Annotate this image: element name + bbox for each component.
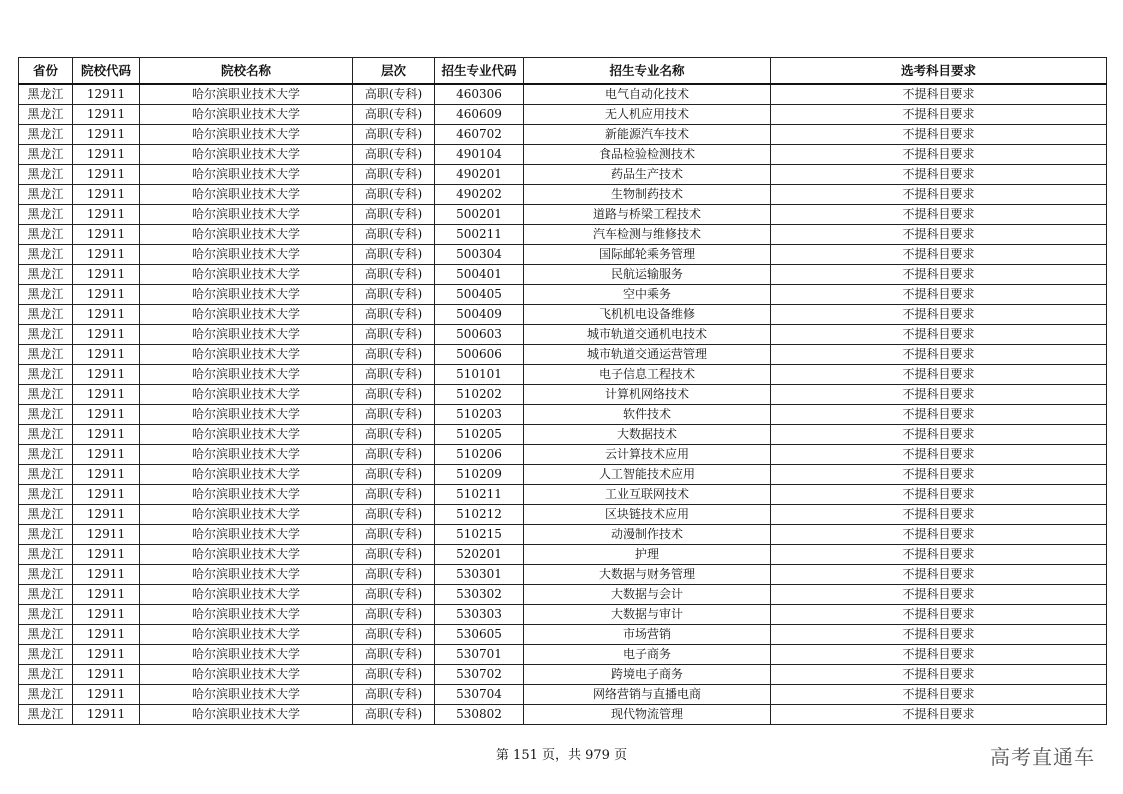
table-row	[19, 305, 1107, 325]
cell-level: 高职(专科)	[353, 505, 435, 525]
table-row	[19, 125, 1107, 145]
table-row	[19, 625, 1107, 645]
table-row	[19, 145, 1107, 165]
cell-level: 高职(专科)	[353, 365, 435, 385]
cell-school-name: 哈尔滨职业技术大学	[140, 505, 353, 525]
cell-school-code: 12911	[73, 705, 140, 725]
cell-major-name: 道路与桥梁工程技术	[524, 205, 771, 225]
cell-level: 高职(专科)	[353, 525, 435, 545]
cell-level: 高职(专科)	[353, 465, 435, 485]
cell-subject-requirement: 不提科目要求	[771, 565, 1107, 585]
cell-major-name: 空中乘务	[524, 285, 771, 305]
table-row	[19, 485, 1107, 505]
cell-major-code: 530704	[435, 685, 524, 705]
cell-major-code: 530802	[435, 705, 524, 725]
cell-subject-requirement: 不提科目要求	[771, 585, 1107, 605]
cell-school-code: 12911	[73, 225, 140, 245]
cell-subject-requirement: 不提科目要求	[771, 425, 1107, 445]
table-row	[19, 225, 1107, 245]
cell-school-code: 12911	[73, 84, 140, 105]
cell-province: 黑龙江	[19, 265, 73, 285]
cell-school-name: 哈尔滨职业技术大学	[140, 645, 353, 665]
table-row	[19, 605, 1107, 625]
cell-level: 高职(专科)	[353, 645, 435, 665]
cell-subject-requirement: 不提科目要求	[771, 365, 1107, 385]
cell-major-code: 500405	[435, 285, 524, 305]
cell-major-name: 云计算技术应用	[524, 445, 771, 465]
table-row	[19, 105, 1107, 125]
cell-major-code: 490202	[435, 185, 524, 205]
cell-level: 高职(专科)	[353, 285, 435, 305]
cell-major-name: 软件技术	[524, 405, 771, 425]
cell-major-code: 510202	[435, 385, 524, 405]
cell-school-code: 12911	[73, 305, 140, 325]
cell-major-code: 510211	[435, 485, 524, 505]
cell-subject-requirement: 不提科目要求	[771, 225, 1107, 245]
cell-level: 高职(专科)	[353, 105, 435, 125]
cell-major-name: 跨境电子商务	[524, 665, 771, 685]
cell-level: 高职(专科)	[353, 345, 435, 365]
table-row	[19, 405, 1107, 425]
cell-school-code: 12911	[73, 425, 140, 445]
cell-province: 黑龙江	[19, 445, 73, 465]
cell-school-name: 哈尔滨职业技术大学	[140, 245, 353, 265]
cell-subject-requirement: 不提科目要求	[771, 245, 1107, 265]
cell-school-name: 哈尔滨职业技术大学	[140, 545, 353, 565]
cell-school-code: 12911	[73, 265, 140, 285]
cell-province: 黑龙江	[19, 185, 73, 205]
header-province: 省份	[19, 58, 73, 85]
cell-major-name: 大数据与会计	[524, 585, 771, 605]
cell-subject-requirement: 不提科目要求	[771, 325, 1107, 345]
cell-province: 黑龙江	[19, 485, 73, 505]
cell-major-name: 药品生产技术	[524, 165, 771, 185]
cell-school-code: 12911	[73, 625, 140, 645]
cell-subject-requirement: 不提科目要求	[771, 505, 1107, 525]
cell-subject-requirement: 不提科目要求	[771, 705, 1107, 725]
cell-major-code: 500201	[435, 205, 524, 225]
table-row	[19, 565, 1107, 585]
cell-province: 黑龙江	[19, 705, 73, 725]
table-row	[19, 165, 1107, 185]
table-body	[19, 84, 1107, 725]
cell-major-name: 大数据与审计	[524, 605, 771, 625]
cell-major-code: 500304	[435, 245, 524, 265]
cell-school-code: 12911	[73, 405, 140, 425]
cell-subject-requirement: 不提科目要求	[771, 485, 1107, 505]
cell-province: 黑龙江	[19, 425, 73, 445]
table-row	[19, 245, 1107, 265]
cell-level: 高职(专科)	[353, 84, 435, 105]
cell-province: 黑龙江	[19, 405, 73, 425]
cell-subject-requirement: 不提科目要求	[771, 165, 1107, 185]
cell-province: 黑龙江	[19, 225, 73, 245]
cell-level: 高职(专科)	[353, 405, 435, 425]
cell-major-name: 市场营销	[524, 625, 771, 645]
cell-major-code: 520201	[435, 545, 524, 565]
cell-subject-requirement: 不提科目要求	[771, 625, 1107, 645]
cell-major-name: 汽车检测与维修技术	[524, 225, 771, 245]
cell-school-name: 哈尔滨职业技术大学	[140, 565, 353, 585]
cell-province: 黑龙江	[19, 585, 73, 605]
cell-major-code: 510203	[435, 405, 524, 425]
cell-major-code: 530302	[435, 585, 524, 605]
table-header-row	[19, 58, 1107, 85]
cell-province: 黑龙江	[19, 84, 73, 105]
cell-school-code: 12911	[73, 465, 140, 485]
cell-school-name: 哈尔滨职业技术大学	[140, 225, 353, 245]
cell-subject-requirement: 不提科目要求	[771, 305, 1107, 325]
header-subject-requirement: 选考科目要求	[771, 58, 1107, 85]
cell-school-code: 12911	[73, 485, 140, 505]
table-row	[19, 265, 1107, 285]
cell-school-name: 哈尔滨职业技术大学	[140, 165, 353, 185]
header-school-code: 院校代码	[73, 58, 140, 85]
cell-major-code: 510212	[435, 505, 524, 525]
cell-province: 黑龙江	[19, 365, 73, 385]
cell-school-name: 哈尔滨职业技术大学	[140, 305, 353, 325]
cell-school-code: 12911	[73, 105, 140, 125]
cell-major-name: 城市轨道交通运营管理	[524, 345, 771, 365]
cell-province: 黑龙江	[19, 205, 73, 225]
cell-school-name: 哈尔滨职业技术大学	[140, 705, 353, 725]
cell-major-code: 500409	[435, 305, 524, 325]
cell-major-code: 490201	[435, 165, 524, 185]
cell-subject-requirement: 不提科目要求	[771, 105, 1107, 125]
cell-school-name: 哈尔滨职业技术大学	[140, 205, 353, 225]
cell-school-code: 12911	[73, 125, 140, 145]
cell-major-name: 人工智能技术应用	[524, 465, 771, 485]
cell-school-name: 哈尔滨职业技术大学	[140, 605, 353, 625]
cell-school-code: 12911	[73, 605, 140, 625]
cell-school-code: 12911	[73, 445, 140, 465]
cell-province: 黑龙江	[19, 105, 73, 125]
table-row	[19, 465, 1107, 485]
cell-major-name: 护理	[524, 545, 771, 565]
cell-major-code: 510206	[435, 445, 524, 465]
cell-major-name: 动漫制作技术	[524, 525, 771, 545]
cell-major-code: 510205	[435, 425, 524, 445]
table-row	[19, 505, 1107, 525]
cell-major-code: 500401	[435, 265, 524, 285]
cell-school-name: 哈尔滨职业技术大学	[140, 425, 353, 445]
cell-level: 高职(专科)	[353, 325, 435, 345]
cell-level: 高职(专科)	[353, 185, 435, 205]
cell-school-name: 哈尔滨职业技术大学	[140, 185, 353, 205]
cell-school-code: 12911	[73, 185, 140, 205]
cell-school-name: 哈尔滨职业技术大学	[140, 405, 353, 425]
cell-school-name: 哈尔滨职业技术大学	[140, 685, 353, 705]
cell-major-code: 530605	[435, 625, 524, 645]
cell-level: 高职(专科)	[353, 685, 435, 705]
cell-level: 高职(专科)	[353, 305, 435, 325]
cell-school-name: 哈尔滨职业技术大学	[140, 365, 353, 385]
cell-school-code: 12911	[73, 345, 140, 365]
cell-school-code: 12911	[73, 545, 140, 565]
table-row	[19, 585, 1107, 605]
cell-school-name: 哈尔滨职业技术大学	[140, 485, 353, 505]
cell-major-code: 490104	[435, 145, 524, 165]
cell-province: 黑龙江	[19, 465, 73, 485]
cell-subject-requirement: 不提科目要求	[771, 525, 1107, 545]
cell-province: 黑龙江	[19, 605, 73, 625]
cell-major-name: 电子商务	[524, 645, 771, 665]
cell-province: 黑龙江	[19, 625, 73, 645]
cell-major-name: 国际邮轮乘务管理	[524, 245, 771, 265]
cell-level: 高职(专科)	[353, 265, 435, 285]
cell-subject-requirement: 不提科目要求	[771, 205, 1107, 225]
table-row	[19, 545, 1107, 565]
cell-subject-requirement: 不提科目要求	[771, 145, 1107, 165]
table-row	[19, 385, 1107, 405]
cell-province: 黑龙江	[19, 305, 73, 325]
cell-school-name: 哈尔滨职业技术大学	[140, 465, 353, 485]
cell-school-code: 12911	[73, 365, 140, 385]
table-row	[19, 345, 1107, 365]
cell-major-code: 460702	[435, 125, 524, 145]
cell-level: 高职(专科)	[353, 425, 435, 445]
cell-province: 黑龙江	[19, 285, 73, 305]
cell-major-name: 城市轨道交通机电技术	[524, 325, 771, 345]
cell-major-code: 460609	[435, 105, 524, 125]
cell-province: 黑龙江	[19, 325, 73, 345]
cell-level: 高职(专科)	[353, 585, 435, 605]
cell-school-name: 哈尔滨职业技术大学	[140, 285, 353, 305]
cell-subject-requirement: 不提科目要求	[771, 385, 1107, 405]
table-row	[19, 205, 1107, 225]
header-major-code: 招生专业代码	[435, 58, 524, 85]
cell-province: 黑龙江	[19, 385, 73, 405]
cell-level: 高职(专科)	[353, 205, 435, 225]
cell-major-code: 510215	[435, 525, 524, 545]
cell-province: 黑龙江	[19, 245, 73, 265]
cell-level: 高职(专科)	[353, 225, 435, 245]
cell-subject-requirement: 不提科目要求	[771, 84, 1107, 105]
cell-major-code: 500211	[435, 225, 524, 245]
table-row	[19, 705, 1107, 725]
cell-school-name: 哈尔滨职业技术大学	[140, 105, 353, 125]
cell-level: 高职(专科)	[353, 445, 435, 465]
cell-school-code: 12911	[73, 325, 140, 345]
cell-major-name: 电气自动化技术	[524, 84, 771, 105]
cell-province: 黑龙江	[19, 125, 73, 145]
cell-school-code: 12911	[73, 205, 140, 225]
cell-province: 黑龙江	[19, 665, 73, 685]
watermark-text: 高考直通车	[990, 745, 1095, 769]
table-row	[19, 84, 1107, 105]
cell-school-code: 12911	[73, 245, 140, 265]
cell-province: 黑龙江	[19, 345, 73, 365]
cell-school-code: 12911	[73, 565, 140, 585]
table-row	[19, 185, 1107, 205]
cell-subject-requirement: 不提科目要求	[771, 685, 1107, 705]
header-school-name: 院校名称	[140, 58, 353, 85]
cell-level: 高职(专科)	[353, 245, 435, 265]
cell-school-code: 12911	[73, 165, 140, 185]
admissions-table	[18, 57, 1107, 725]
cell-level: 高职(专科)	[353, 485, 435, 505]
cell-major-name: 飞机机电设备维修	[524, 305, 771, 325]
cell-school-name: 哈尔滨职业技术大学	[140, 585, 353, 605]
header-level: 层次	[353, 58, 435, 85]
cell-major-name: 电子信息工程技术	[524, 365, 771, 385]
cell-school-code: 12911	[73, 685, 140, 705]
cell-major-code: 530301	[435, 565, 524, 585]
cell-major-name: 工业互联网技术	[524, 485, 771, 505]
cell-school-name: 哈尔滨职业技术大学	[140, 445, 353, 465]
cell-province: 黑龙江	[19, 685, 73, 705]
cell-school-name: 哈尔滨职业技术大学	[140, 265, 353, 285]
table-row	[19, 365, 1107, 385]
cell-subject-requirement: 不提科目要求	[771, 665, 1107, 685]
cell-school-name: 哈尔滨职业技术大学	[140, 345, 353, 365]
cell-level: 高职(专科)	[353, 145, 435, 165]
cell-subject-requirement: 不提科目要求	[771, 605, 1107, 625]
cell-level: 高职(专科)	[353, 705, 435, 725]
cell-school-name: 哈尔滨职业技术大学	[140, 84, 353, 105]
cell-school-code: 12911	[73, 285, 140, 305]
table-row	[19, 325, 1107, 345]
cell-level: 高职(专科)	[353, 385, 435, 405]
cell-school-name: 哈尔滨职业技术大学	[140, 625, 353, 645]
cell-major-code: 500606	[435, 345, 524, 365]
cell-subject-requirement: 不提科目要求	[771, 285, 1107, 305]
cell-level: 高职(专科)	[353, 165, 435, 185]
cell-subject-requirement: 不提科目要求	[771, 185, 1107, 205]
cell-subject-requirement: 不提科目要求	[771, 345, 1107, 365]
table-row	[19, 525, 1107, 545]
cell-subject-requirement: 不提科目要求	[771, 645, 1107, 665]
header-major-name: 招生专业名称	[524, 58, 771, 85]
cell-subject-requirement: 不提科目要求	[771, 445, 1107, 465]
table-row	[19, 665, 1107, 685]
cell-school-name: 哈尔滨职业技术大学	[140, 125, 353, 145]
cell-province: 黑龙江	[19, 545, 73, 565]
cell-major-name: 民航运输服务	[524, 265, 771, 285]
cell-school-name: 哈尔滨职业技术大学	[140, 325, 353, 345]
cell-major-name: 生物制药技术	[524, 185, 771, 205]
cell-school-name: 哈尔滨职业技术大学	[140, 525, 353, 545]
cell-subject-requirement: 不提科目要求	[771, 265, 1107, 285]
cell-subject-requirement: 不提科目要求	[771, 465, 1107, 485]
table-row	[19, 285, 1107, 305]
cell-province: 黑龙江	[19, 645, 73, 665]
cell-school-code: 12911	[73, 585, 140, 605]
cell-province: 黑龙江	[19, 165, 73, 185]
cell-major-code: 500603	[435, 325, 524, 345]
cell-province: 黑龙江	[19, 525, 73, 545]
cell-major-name: 无人机应用技术	[524, 105, 771, 125]
cell-province: 黑龙江	[19, 145, 73, 165]
cell-major-code: 530303	[435, 605, 524, 625]
cell-major-code: 530702	[435, 665, 524, 685]
cell-level: 高职(专科)	[353, 665, 435, 685]
cell-major-code: 510101	[435, 365, 524, 385]
cell-major-name: 计算机网络技术	[524, 385, 771, 405]
table-row	[19, 685, 1107, 705]
cell-major-name: 现代物流管理	[524, 705, 771, 725]
cell-school-code: 12911	[73, 505, 140, 525]
cell-subject-requirement: 不提科目要求	[771, 545, 1107, 565]
cell-level: 高职(专科)	[353, 545, 435, 565]
cell-school-code: 12911	[73, 525, 140, 545]
page-number: 第 151 页，共 979 页	[495, 748, 628, 763]
cell-province: 黑龙江	[19, 505, 73, 525]
cell-major-code: 510209	[435, 465, 524, 485]
cell-school-name: 哈尔滨职业技术大学	[140, 665, 353, 685]
cell-province: 黑龙江	[19, 565, 73, 585]
cell-major-name: 网络营销与直播电商	[524, 685, 771, 705]
cell-school-code: 12911	[73, 645, 140, 665]
cell-school-code: 12911	[73, 145, 140, 165]
cell-subject-requirement: 不提科目要求	[771, 125, 1107, 145]
cell-major-code: 460306	[435, 84, 524, 105]
cell-school-code: 12911	[73, 385, 140, 405]
cell-level: 高职(专科)	[353, 625, 435, 645]
table-row	[19, 445, 1107, 465]
cell-major-code: 530701	[435, 645, 524, 665]
cell-level: 高职(专科)	[353, 605, 435, 625]
table-row	[19, 425, 1107, 445]
cell-level: 高职(专科)	[353, 565, 435, 585]
cell-major-name: 区块链技术应用	[524, 505, 771, 525]
cell-major-name: 大数据与财务管理	[524, 565, 771, 585]
cell-subject-requirement: 不提科目要求	[771, 405, 1107, 425]
cell-major-name: 大数据技术	[524, 425, 771, 445]
cell-major-name: 食品检验检测技术	[524, 145, 771, 165]
table-row	[19, 645, 1107, 665]
cell-major-name: 新能源汽车技术	[524, 125, 771, 145]
cell-school-code: 12911	[73, 665, 140, 685]
cell-school-name: 哈尔滨职业技术大学	[140, 145, 353, 165]
cell-level: 高职(专科)	[353, 125, 435, 145]
cell-school-name: 哈尔滨职业技术大学	[140, 385, 353, 405]
